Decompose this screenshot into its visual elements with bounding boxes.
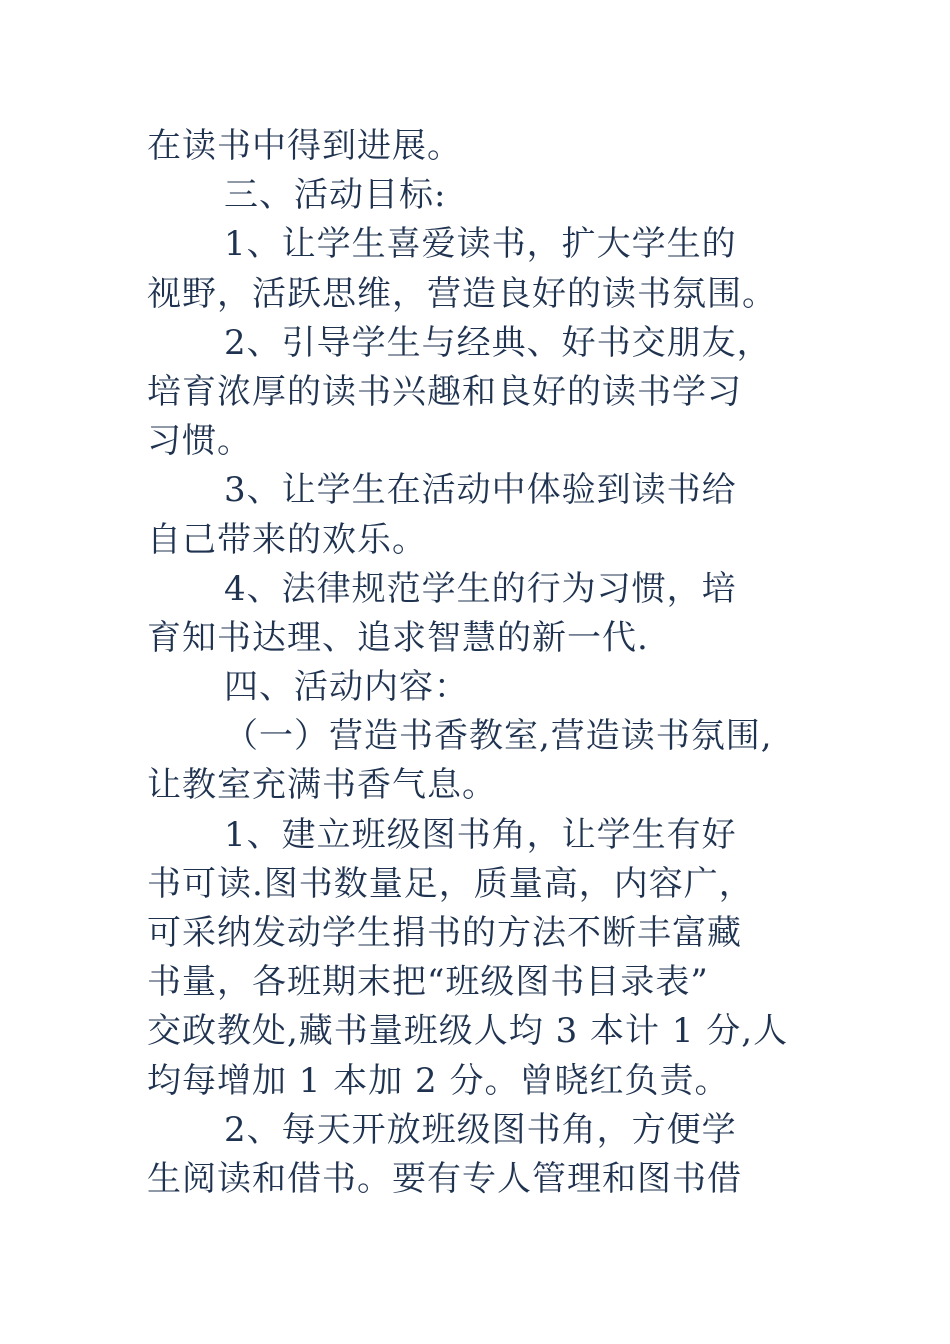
- text-line: 1、让学生喜爱读书，扩大学生的: [224, 224, 737, 265]
- text-line: 书可读.图书数量足，质量高，内容广，: [147, 863, 754, 904]
- text-line: 2、引导学生与经典、好书交朋友，: [224, 322, 772, 363]
- text-line: 2、每天开放班级图书角，方便学: [224, 1109, 737, 1150]
- text-line: 在读书中得到进展。: [147, 126, 462, 166]
- text-line: 均每增加 1 本加 2 分。曾晓红负责。: [147, 1060, 730, 1101]
- text-line: 习惯。: [147, 421, 252, 462]
- document-body: [147, 122, 817, 1204]
- text-line: 让教室充满书香气息。: [147, 765, 497, 806]
- text-line: 生阅读和借书。要有专人管理和图书借: [147, 1158, 742, 1199]
- section-heading: 四、活动内容：: [224, 667, 469, 708]
- text-line: 培育浓厚的读书兴趣和良好的读书学习: [147, 371, 742, 412]
- text-line: 3、让学生在活动中体验到读书给: [224, 470, 737, 511]
- text-line: 视野，活跃思维，营造良好的读书氛围。: [147, 273, 777, 314]
- text-line: 可采纳发动学生捐书的方法不断丰富藏: [147, 913, 742, 953]
- text-line: 交政教处,藏书量班级人均 3 本计 1 分,人: [147, 1011, 789, 1052]
- text-line: 自己带来的欢乐。: [147, 519, 427, 560]
- text-line: （一）营造书香教室,营造读书氛围,: [224, 716, 773, 757]
- section-heading: 三、活动目标:: [224, 175, 447, 216]
- text-line: 育知书达理、追求智慧的新一代.: [147, 617, 649, 658]
- text-line: 书量，各班期末把“班级图书目录表”: [147, 962, 709, 1003]
- text-line: 4、法律规范学生的行为习惯，培: [224, 568, 737, 609]
- text-line: 1、建立班级图书角，让学生有好: [224, 814, 737, 855]
